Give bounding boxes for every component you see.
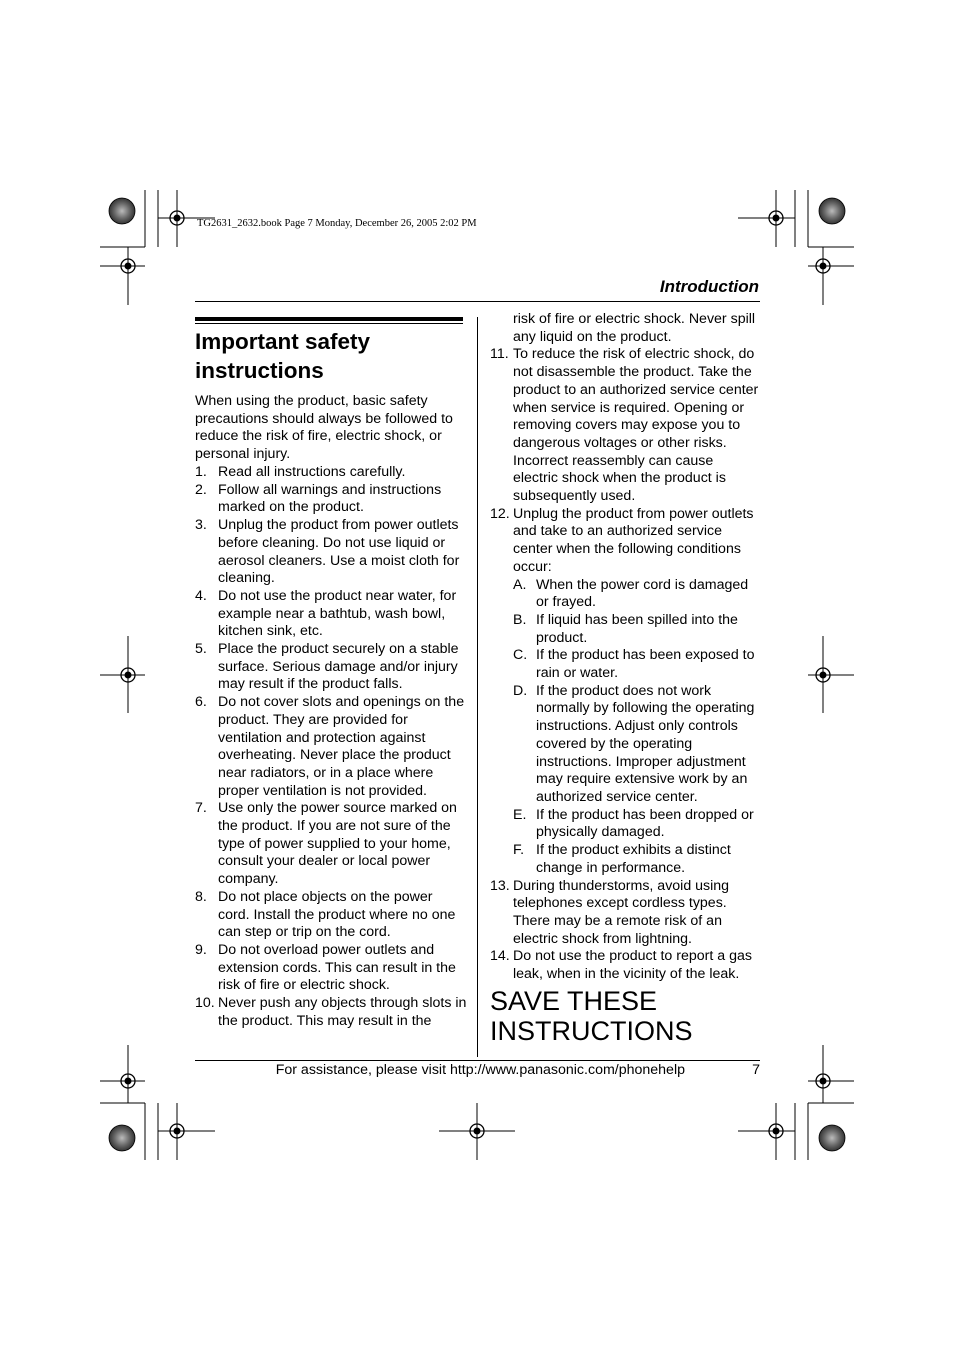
list-item	[195, 694, 467, 800]
sub-list-letter: E.	[513, 806, 527, 823]
list-item-number: 9.	[195, 941, 207, 958]
sub-list-letter: B.	[513, 611, 527, 628]
list-item-number: 13.	[490, 877, 510, 894]
safety-list-left	[195, 464, 467, 1031]
sub-list-text: If the product has been dropped or physically damaged.	[536, 806, 754, 841]
save-instructions-notice: SAVE THESE INSTRUCTIONS	[490, 986, 693, 1046]
sub-list-item	[513, 577, 760, 612]
list-item-text: Do not use the product to report a gas leak, when in the vicinity of the leak.	[513, 948, 752, 983]
list-item-number: 8.	[195, 888, 207, 905]
star-target-icon	[109, 198, 135, 224]
list-item-text: To reduce the risk of electric shock, do not disassemble the product. Take the product to an authorized service center when service is required. Opening or removing covers may expose you to dangerous voltages or other risks. Incorrect reassembly can cause electric shock when the product is subsequently used.	[513, 346, 759, 505]
sub-list-text: If liquid has been spilled into the product.	[536, 611, 738, 646]
list-item-number: 2.	[195, 481, 207, 498]
header-rule	[195, 301, 760, 302]
list-item	[195, 995, 467, 1030]
list-item-number: 1.	[195, 464, 207, 480]
list-item-number: 5.	[195, 641, 207, 658]
list-item	[195, 800, 467, 889]
list-item	[195, 482, 467, 517]
list-item-number: 3.	[195, 517, 207, 534]
list-item-text: Place the product securely on a stable surface. Serious damage and/or injury may result if the product falls.	[218, 641, 459, 693]
list-item-text: During thunderstorms, avoid using telephones except cordless types. There may be a remote risk of an electric shock from lightning.	[513, 877, 730, 947]
star-target-icon	[819, 1125, 845, 1151]
list-item-number: 12.	[490, 505, 510, 522]
list-item-text: Do not overload power outlets and extension cords. This can result in the risk of fire or electric shock.	[218, 941, 456, 994]
sub-list-text: If the product does not work normally by following the operating instructions. Adjust only controls covered by the operating instructions. Improper adjustment may require extensive work by an authorized service center.	[536, 682, 755, 805]
sub-list-letter: A.	[513, 576, 527, 593]
list-item-text: Read all instructions carefully.	[218, 464, 406, 480]
list-item	[195, 464, 467, 482]
list-item	[490, 948, 760, 983]
sub-list-item	[513, 842, 760, 877]
list-item	[490, 506, 760, 577]
list-item-number: 6.	[195, 694, 207, 711]
sub-list-text: When the power cord is damaged or frayed.	[536, 576, 749, 611]
sub-list-item	[513, 807, 760, 842]
book-info: TG2631_2632.book Page 7 Monday, December 26, 2005 2:02 PM	[197, 218, 477, 229]
list-item-number: 10.	[195, 995, 215, 1012]
intro-paragraph: When using the product, basic safety precautions should always be followed to reduce the risk of fire, electric shock, or personal injury.	[195, 393, 453, 463]
sub-list-letter: D.	[513, 682, 528, 699]
safety-list-right	[490, 311, 760, 984]
sub-list-text: If the product exhibits a distinct change in performance.	[536, 842, 731, 876]
title-bar-thin	[195, 323, 463, 324]
title-bar	[195, 317, 463, 321]
list-item	[195, 641, 467, 694]
sub-list-item	[513, 647, 760, 682]
list-item	[490, 878, 760, 949]
list-item-text: Unplug the product from power outlets and take to an authorized service center when the following conditions occur:	[513, 505, 754, 575]
page-number: 7	[752, 1062, 760, 1078]
list-item-text: Do not cover slots and openings on the product. They are provided for ventilation and protection against overheating. Never place the product near radiators, or in a place where proper ventilation is not provided.	[218, 694, 465, 799]
list-item	[195, 517, 467, 588]
column-divider	[477, 317, 478, 1057]
sub-list-item	[513, 612, 760, 647]
page-title: Important safety instructions	[195, 329, 371, 383]
list-item	[490, 346, 760, 505]
sub-list-item	[513, 683, 760, 807]
list-item	[195, 942, 467, 995]
footer-rule	[195, 1060, 760, 1061]
sub-list-text: If the product has been exposed to rain or water.	[536, 647, 755, 682]
sub-list-letter: C.	[513, 647, 528, 664]
list-item-number: 4.	[195, 587, 207, 604]
list-item	[195, 588, 467, 641]
star-target-icon	[819, 198, 845, 224]
sub-list-letter: F.	[513, 842, 525, 859]
star-target-icon	[109, 1125, 135, 1151]
list-item-number: 14.	[490, 948, 510, 965]
list-item-text: Never push any objects through slots in the product. This may result in the	[218, 995, 467, 1029]
list-item-text: Do not use the product near water, for example near a bathtub, wash bowl, kitchen sink, etc.	[218, 587, 457, 640]
assistance-text: For assistance, please visit http://www.panasonic.com/phonehelp	[275, 1062, 685, 1078]
section-label: Introduction	[659, 277, 759, 296]
list-continuation: risk of fire or electric shock. Never spill any liquid on the product.	[513, 311, 756, 345]
list-item	[195, 889, 467, 942]
list-item-text: Unplug the product from power outlets before cleaning. Do not use liquid or aerosol cleaners. Use a moist cloth for cleaning.	[218, 517, 460, 587]
list-item-text: Do not place objects on the power cord. Install the product where no one can step or trip on the cord.	[218, 888, 456, 941]
list-item-number: 7.	[195, 800, 207, 817]
list-item-text: Use only the power source marked on the product. If you are not sure of the type of power supplied to your home, consult your dealer or local power company.	[218, 800, 457, 888]
list-item-text: Follow all warnings and instructions marked on the product.	[218, 481, 442, 516]
list-item-number: 11.	[490, 346, 509, 363]
